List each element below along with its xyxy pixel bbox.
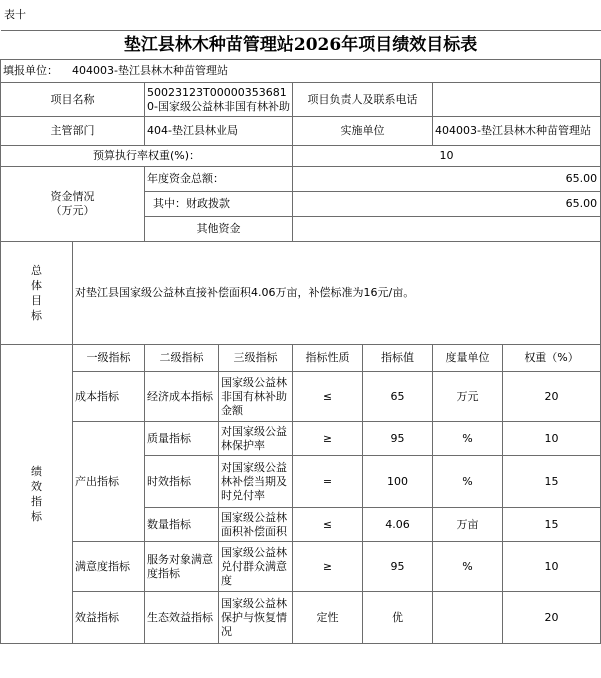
perf-label-char: 效 <box>31 480 42 493</box>
weight-cell: 20 <box>503 372 601 422</box>
overall-goal-label <box>1 242 73 345</box>
funds-other-value <box>293 217 601 242</box>
funds-annual-label: 年度资金总额： <box>145 167 293 192</box>
budget-rate-value: 10 <box>293 146 601 167</box>
budget-rate-row <box>1 146 601 167</box>
funds-fiscal-label: 其中：财政拨款 <box>145 192 293 217</box>
header-unit: 度量单位 <box>433 345 503 372</box>
title-row <box>1 31 601 60</box>
level3-cell: 国家级公益林面积补偿面积 <box>219 508 293 542</box>
funds-annual-row <box>1 167 601 192</box>
sheet-tag: 表十 <box>4 8 26 21</box>
header-level1: 一级指标 <box>73 345 145 372</box>
level2-cell: 质量指标 <box>145 422 219 456</box>
project-name-row <box>1 83 601 117</box>
header-value: 指标值 <box>363 345 433 372</box>
level1-cell: 产出指标 <box>73 422 145 542</box>
level3-cell: 对国家级公益林补偿当期及时兑付率 <box>219 456 293 508</box>
overall-goal-row <box>1 242 601 345</box>
page-title: 垫江县林木种苗管理站2026年项目绩效目标表 <box>1 31 601 60</box>
unit-label: 填报单位： <box>3 64 58 77</box>
table-row <box>1 372 601 422</box>
funds-label-line2: （万元） <box>50 204 95 217</box>
perf-label <box>1 345 73 644</box>
unit-cell: 万亩 <box>433 508 503 542</box>
value-cell: 95 <box>363 422 433 456</box>
unit-cell: % <box>433 542 503 592</box>
table-row <box>1 592 601 644</box>
funds-label <box>1 167 145 242</box>
level3-cell: 国家级公益林非国有林补助金额 <box>219 372 293 422</box>
level3-cell: 对国家级公益林保护率 <box>219 422 293 456</box>
overall-label-char: 总 <box>31 264 42 277</box>
funds-fiscal-value: 65.00 <box>293 192 601 217</box>
nature-cell: ≤ <box>293 372 363 422</box>
unit-cell <box>433 592 503 644</box>
overall-label-char: 标 <box>31 309 42 322</box>
weight-cell: 10 <box>503 422 601 456</box>
unit-cell: 万元 <box>433 372 503 422</box>
perf-label-char: 标 <box>31 510 42 523</box>
level2-cell: 经济成本指标 <box>145 372 219 422</box>
unit-value: 404003-垫江县林木种苗管理站 <box>72 64 228 77</box>
level2-cell: 时效指标 <box>145 456 219 508</box>
unit-row <box>1 60 601 83</box>
value-cell: 4.06 <box>363 508 433 542</box>
budget-rate-label: 预算执行率权重(%)： <box>1 146 293 167</box>
weight-cell: 10 <box>503 542 601 592</box>
level3-cell: 国家级公益林兑付群众满意度 <box>219 542 293 592</box>
value-cell: 95 <box>363 542 433 592</box>
perf-label-char: 绩 <box>31 465 42 478</box>
table-row <box>1 422 601 456</box>
overall-label-char: 体 <box>31 279 42 292</box>
dept-value: 404-垫江县林业局 <box>145 117 293 146</box>
level1-cell: 效益指标 <box>73 592 145 644</box>
impl-label: 实施单位 <box>293 117 433 146</box>
header-level3: 三级指标 <box>219 345 293 372</box>
nature-cell: ≥ <box>293 542 363 592</box>
overall-goal-text: 对垫江县国家级公益林直接补偿面积4.06万亩，补偿标准为16元/亩。 <box>73 242 601 345</box>
level3-cell: 国家级公益林保护与恢复情况 <box>219 592 293 644</box>
table-row <box>1 542 601 592</box>
nature-cell: ≥ <box>293 422 363 456</box>
performance-target-table <box>0 30 601 644</box>
value-cell: 100 <box>363 456 433 508</box>
reporting-unit <box>1 60 601 83</box>
funds-annual-value: 65.00 <box>293 167 601 192</box>
level2-cell: 服务对象满意度指标 <box>145 542 219 592</box>
funds-label-line1: 资金情况 <box>50 190 95 203</box>
project-owner-value <box>433 83 601 117</box>
value-cell: 优 <box>363 592 433 644</box>
project-name-value: 50023123T000003536810-国家级公益林非国有林补助 <box>145 83 293 117</box>
perf-label-char: 指 <box>31 495 42 508</box>
header-weight: 权重（%） <box>503 345 601 372</box>
project-name-label: 项目名称 <box>1 83 145 117</box>
project-owner-label: 项目负责人及联系电话 <box>293 83 433 117</box>
funds-other-label: 其他资金 <box>145 217 293 242</box>
unit-cell: % <box>433 422 503 456</box>
unit-cell: % <box>433 456 503 508</box>
level1-cell: 成本指标 <box>73 372 145 422</box>
nature-cell: ≤ <box>293 508 363 542</box>
weight-cell: 15 <box>503 508 601 542</box>
dept-label: 主管部门 <box>1 117 145 146</box>
header-level2: 二级指标 <box>145 345 219 372</box>
level1-cell: 满意度指标 <box>73 542 145 592</box>
nature-cell: 定性 <box>293 592 363 644</box>
perf-header-row <box>1 345 601 372</box>
weight-cell: 15 <box>503 456 601 508</box>
nature-cell: = <box>293 456 363 508</box>
dept-row <box>1 117 601 146</box>
header-nature: 指标性质 <box>293 345 363 372</box>
weight-cell: 20 <box>503 592 601 644</box>
overall-label-char: 目 <box>31 294 42 307</box>
impl-value: 404003-垫江县林木种苗管理站 <box>433 117 601 146</box>
value-cell: 65 <box>363 372 433 422</box>
level2-cell: 生态效益指标 <box>145 592 219 644</box>
level2-cell: 数量指标 <box>145 508 219 542</box>
